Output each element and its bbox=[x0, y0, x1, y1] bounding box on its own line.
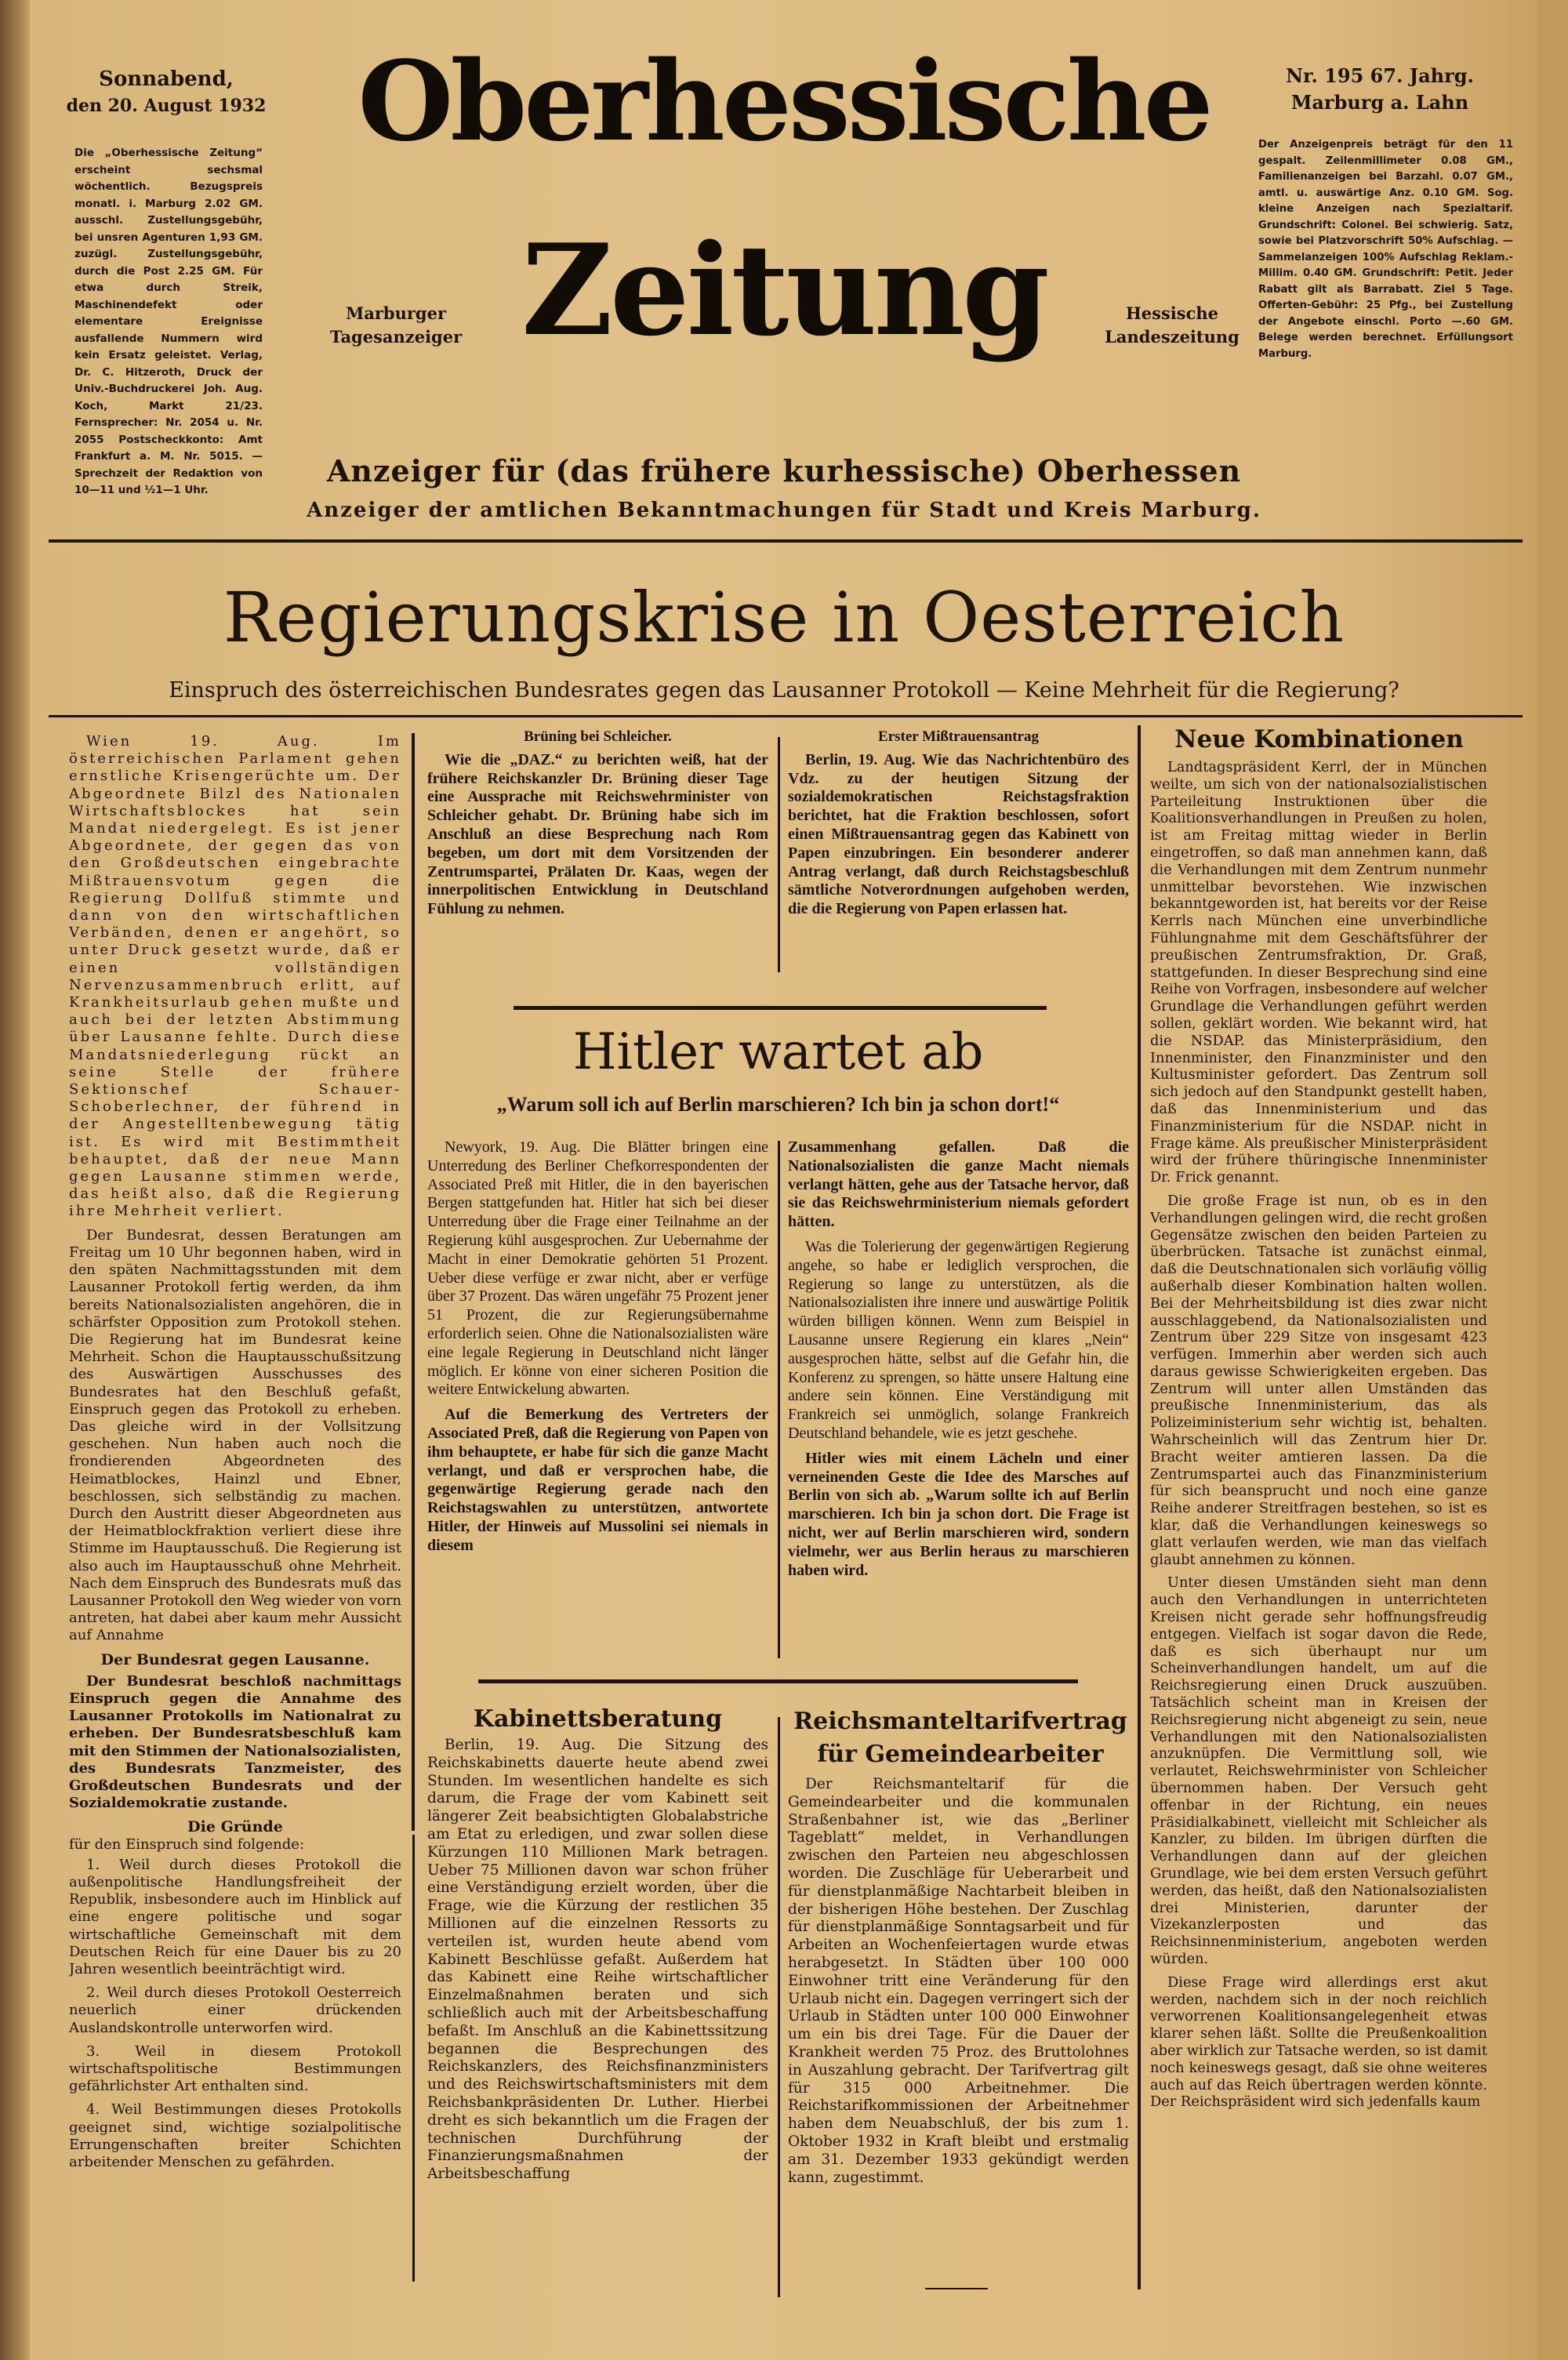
column-rule bbox=[778, 1141, 780, 1658]
paragraph: Newyork, 19. Aug. Die Blätter bringen eine Unterredung des Berliner Chefkorrespondenten der Associated Preß mit Hitler, die in den bayerischen Bergen stattgefunden hat. Hitler hat sich bei dieser Unterredung über die Frage einer Teilnahme an der Regierung kühl ausgesprochen. Zur Uebernahme der Macht in einer Demokratie gehörten 51 Prozent. Ueber diese verfüge er zwar nicht, aber er verfüge über 37 Prozent. Das wären ungefähr 75 Prozent jener 51 Prozent, die zur Regierungsübernahme erforderlich seien. Ohne die Nationalsozialisten wäre eine legale Regierung in Deutschland nicht länger möglich. Er könne von einer sicheren Position die weitere Entwickelung abwarten. bbox=[427, 1138, 768, 1399]
divider bbox=[514, 1006, 1047, 1010]
masthead-left-label bbox=[318, 302, 474, 349]
column-rule bbox=[412, 733, 415, 1831]
issue-number-line: Nr. 195 67. Jahrg. bbox=[1286, 64, 1474, 87]
hitler-headline: Hitler wartet ab bbox=[572, 1023, 984, 1081]
section-heading: Der Bundesrat gegen Lausanne. bbox=[100, 1650, 370, 1668]
paragraph: Der Bundesrat beschloß nachmittags Einspruch gegen die Annahme des Lausanner Protokolls im Nationalrat zu erheben. Der Bundesratsbeschluß kam mit den Stimmen der Nationalsozialisten, des Bundesrats Tanzmeister, des Großdeutschen Bundesrats und der Sozialdemokratie zustande. bbox=[69, 1672, 401, 1812]
list-item: 1. Weil durch dieses Protokoll die außenpolitische Handlungsfreiheit der Republik, insbesondere auch im Hinblick auf eine engere politische und sogar wirtschaftliche Gemeinschaft mit dem Deutschen Reich für eine Dauer bis zu 20 Jahren wesentlich beeinträchtigt wird. bbox=[69, 1856, 401, 1978]
issue-number bbox=[1247, 63, 1513, 116]
list-item: 2. Weil durch dieses Protokoll Oesterreich neuerlich einer drückenden Auslandskontrolle unterworfen wird. bbox=[69, 1984, 401, 2036]
label-line: Hessische bbox=[1125, 303, 1219, 323]
tarif-heading: Reichsmanteltarifvertrag für Gemeindearbeiter bbox=[793, 1708, 1127, 1768]
list-item: 3. Weil in diesem Protokoll wirtschaftspolitische Bestimmungen gefährlichster Art enthalten sind. bbox=[69, 2042, 401, 2095]
divider bbox=[49, 539, 1523, 543]
label-line: Marburger bbox=[345, 303, 447, 323]
lead-article bbox=[69, 733, 401, 2301]
divider bbox=[478, 1679, 1078, 1683]
hitler-article-col1 bbox=[427, 1138, 768, 1672]
masthead-title-line1: Oberhessische bbox=[358, 38, 1210, 166]
paragraph: Wien 19. Aug. Im österreichischen Parlament gehen ernstliche Krisengerüchte um. Der Abgeordnete Bilzl des Nationalen Wirtschaftsblockes hat sein Mandat niedergelegt. Es ist jener Abgeordnete, der gegen das von den Großdeutschen eingebrachte Mißtrauensvotum gegen die Regierung Dollfuß stimmte und dann von den wirtschaftlichen Verbänden, denen er angehört, so unter Druck gesetzt wurde, daß er einen vollständigen Nervenzusammenbruch erlitt, auf Krankheitsurlaub gehen mußte und auch bei der letzten Abstimmung über Lausanne fehlte. Durch diese Mandatsniederlegung rückt an seine Stelle der frühere Sektionschef Schauer-Schoberlechner, der führend in der Angestelltenbewegung tätig ist. Es wird mit Bestimmtheit behauptet, daß der neue Mann gegen Lausanne stimmen werde, das heißt also, daß die Regierung ihre Mehrheit verliert. bbox=[69, 733, 401, 1220]
weekday: Sonnabend, bbox=[99, 67, 234, 91]
paragraph: Der Reichsmanteltarif für die Gemeindearbeiter und die kommunalen Straßenbahner ist, wie das „Berliner Tageblatt“ meldet, in Verhandlungen zwischen den Parteien neu abgeschlossen worden. Die Zuschläge für Ueberarbeit und für dienstplanmäßige Nachtarbeit bleiben in der bisherigen Höhe bestehen. Der Zuschlag für dienstplanmäßige Sonntagsarbeit und für Arbeiten an Wochenfeiertagen wurde etwas herabgesetzt. In Städten über 100 000 Einwohner tritt eine Veränderung für den Urlaub nicht ein. Dagegen verringert sich der Urlaub in Städten unter 100 000 Einwohner um ein bis drei Tage. Für die Dauer der Krankheit werden 75 Proz. des Bruttolohnes in Auszahlung gebracht. Der Tarifvertrag gilt für 315 000 Arbeitnehmer. Die Reichstarifkommissionen der Arbeitnehmer haben dem Neuabschluß, der bis zum 1. Oktober 1932 in Kraft bleibt und erstmalig am 31. Dezember 1933 gekündigt werden kann, zugestimmt. bbox=[788, 1776, 1129, 2186]
section-heading: Die Gründe bbox=[187, 1818, 283, 1836]
article-heading: Erster Mißtrauensantrag bbox=[878, 728, 1039, 745]
article-reichsmanteltarif bbox=[788, 1776, 1129, 2278]
paragraph: für den Einspruch sind folgende: bbox=[69, 1835, 305, 1853]
subscription-info: Die „Oberhessische Zeitung“ erscheint sechsmal wöchentlich. Bezugspreis monatl. i. Marburg 2.02 GM. ausschl. Zustellungsgebühr, bei unsren Agenturen 1,93 GM. zuzügl. Zustellungsgebühr, durch die Post 2.25 GM. Für etwa durch Streik, Maschinendefekt oder elementare Ereignisse ausfallende Nummern wird kein Ersatz geleistet. Verlag, Dr. C. Hitzeroth, Druck der Univ.-Buchdruckerei Joh. Aug. Koch, Markt 21/23. Fernsprecher: Nr. 2054 u. Nr. 2055 Postscheckkonto: Amt Frankfurt a. M. Nr. 5015. — Sprechzeit der Redaktion von 10—11 und ½1—1 Uhr. bbox=[74, 147, 263, 496]
masthead-right-label bbox=[1094, 302, 1250, 349]
column-rule bbox=[778, 737, 780, 972]
masthead-subtitle: Anzeiger für (das frühere kurhessische) Oberhessen bbox=[326, 453, 1242, 488]
label-line: Tagesanzeiger bbox=[329, 327, 463, 347]
main-subhead: Einspruch des österreichischen Bundesrates gegen das Lausanner Protokoll — Keine Mehrheit für die Regierung? bbox=[169, 678, 1399, 703]
paragraph: Zusammenhang gefallen. Daß die Nationalsozialisten die ganze Macht niemals verlangt hätten, gehe aus der Tatsache hervor, daß sie das Reichswehrministerium niemals gefordert hätten. bbox=[788, 1138, 1129, 1231]
article-neue-kombinationen bbox=[1150, 759, 1487, 2307]
article-heading: Brüning bei Schleicher. bbox=[524, 728, 672, 745]
paragraph: Diese Frage wird allerdings erst akut werden, nachdem sich in der noch reichlich verworrenen Koalitionsangelegenheit etwas klarer sehen läßt. Sollte die Preußenkoalition aber wirklich zur Tatsache werden, so ist damit noch keineswegs gesagt, daß sie ohne weiteres auch auf das Reich übertragen werden könnte. Der Reichspräsident wird sich jedenfalls kaum bbox=[1150, 1973, 1487, 2111]
paragraph: Auf die Bemerkung des Vertreters der Associated Preß, daß die Regierung von Papen von ihm behauptete, er habe für sich die ganze Macht verlangt, und daß er versprochen habe, die gegenwärtige Regierung gerade nach den Reichstagswahlen zu unterstützen, antwortete Hitler, der Hinweis auf Mussolini sei niemals in diesem bbox=[427, 1406, 768, 1554]
article-kabinettsberatung bbox=[427, 1737, 768, 2301]
advertising-rates: Der Anzeigenpreis beträgt für den 11 gespalt. Zeilenmillimeter 0.08 GM., Familienanzeigen bei Barzahl. 0.07 GM., amtl. u. auswärtige Anz. 0.10 GM. Sog. kleine Anzeigen nach Spezialtarif. Grundschrift: Colonel. Bei schwierig. Satz, sowie bei Platzvorschrift 50% Aufschlag. — Sammelanzeigen 100% Aufschlag Reklam.-Millim. 0.40 GM. Grundschrift: Petit. Jeder Rabatt gilt als Barrabatt. Ziel 5 Tage. Offerten-Gebühr: 25 Pfg., bei Zustellung der Angebote einschl. Porto —.60 GM. Belege werden berechnet. Erfüllungsort Marburg. bbox=[1258, 139, 1513, 360]
paragraph: Berlin, 19. Aug. Die Sitzung des Reichskabinetts dauerte heute abend zwei Stunden. Im wesentlichen handelte es sich darum, die Frage der vom Kabinett seit längerer Zeit beabsichtigten Globalabstriche am Etat zu erledigen, und zwar sollen diese Kürzungen 110 Millionen Mark betragen. Ueber 75 Millionen davon war schon früher eine Verständigung erzielt worden, über die Frage, wie die Kürzung der restlichen 35 Millionen auf die einzelnen Ressorts zu verteilen ist, wurden heute abend vom Kabinett Beschlüsse gefaßt. Außerdem hat das Kabinett eine Reihe wirtschaftlicher Einzelmaßnahmen beraten und sich schließlich auch mit der Arbeitsbeschaffung befaßt. Im Anschluß an die Kabinettssitzung begannen die Besprechungen des Reichskanzlers, des Reichsfinanzministers und des Reichswirtschaftsministers mit dem Reichsbankpräsidenten Dr. Luther. Hierbei dreht es sich bekanntlich um die Fragen der technischen Durchführung der Finanzierungsmaßnahmen der Arbeitsbeschaffung bbox=[427, 1737, 768, 2183]
main-headline: Regierungskrise in Oesterreich bbox=[223, 577, 1345, 658]
paragraph: Wie die „DAZ.“ zu berichten weiß, hat der frühere Reichskanzler Dr. Brüning dieser Tage eine Aussprache mit Reichswehrminister von Schleicher gehabt. Dr. Brüning habe sich im Anschluß an diese Besprechung nach Rom begeben, um dort mit dem Vorsitzenden der Zentrumspartei, Prälaten Dr. Kaas, wegen der innerpolitischen Entwicklung in Deutschland Fühlung zu nehmen. bbox=[427, 750, 768, 918]
adjacent-page-edge bbox=[0, 0, 30, 2360]
paragraph: Die große Frage ist nun, ob es in den Verhandlungen gelingen wird, die recht großen Gegensätze zwischen den beiden Parteien zu überbrücken. Tatsache ist zunächst einmal, daß die Deutschnationalen sich vorläufig völlig außerhalb dieser Kombination halten wollen. Bei der Mehrheitsbildung ist dies zwar nicht ausschlaggebend, da Nationalsozialisten und Zentrum über 229 Sitze von insgesamt 423 verfügen. Immerhin aber werden sich auch daraus gewisse Schwierigkeiten ergeben. Das Zentrum will unter allen Umständen das preußische Innenministerium, das als Polizeiministerium sehr wichtig ist, behalten. Wahrscheinlich will das Zentrum hier Dr. Bracht weiter amtieren lassen. Da die Zentrumspartei auch das Finanzministerium für sich beansprucht und noch eine ganze Reihe anderer Streitfragen bestehen, so ist es klar, daß die Verhandlungen keineswegs so glatt verlaufen werden, wie man das vielfach glaubt annehmen zu können. bbox=[1150, 1192, 1487, 1568]
paragraph: Hitler wies mit einem Lächeln und einer verneinenden Geste die Idee des Marsches auf Berlin von sich ab. „Warum sollte ich auf Berlin marschieren. Ich bin ja schon dort. Die Frage ist nicht, wer auf Berlin marschieren wird, sondern vielmehr, wer aus Berlin heraus zu marschieren haben wird. bbox=[788, 1449, 1129, 1579]
column-rule bbox=[412, 1835, 415, 2282]
hitler-subhead: „Warum soll ich auf Berlin marschieren? Ich bin ja schon dort!“ bbox=[496, 1093, 1060, 1116]
column-rule bbox=[1138, 725, 1141, 2289]
place-line: Marburg a. Lahn bbox=[1290, 91, 1469, 114]
masthead-subtitle-2: Anzeiger der amtlichen Bekanntmachungen für Stadt und Kreis Marburg. bbox=[307, 499, 1261, 522]
paragraph: Der Bundesrat, dessen Beratungen am Freitag um 10 Uhr begonnen haben, wird in den späten Nachmittagsstunden mit dem Lausanner Protokoll fertig werden, da ihm bereits Nationalsozialisten angehören, die in schärfster Opposition zum Protokoll stehen. Die Regierung hat im Bundesrat keine Mehrheit. Schon die Hauptausschußsitzung des Auswärtigen Ausschusses des Bundesrates hat den Beschluß gefaßt, Einspruch gegen das Protokoll zu erheben. Das gleiche wird in der Vollsitzung geschehen. Nun haben auch noch die frondierenden Abgeordneten des Heimatblockes, Hainzl und Ebner, beschlossen, sich selbständig zu machen. Durch den Austritt dieser Abgeordneten aus der Heimatblockfraktion verliert diese ihre Stimme im Hauptausschuß. Die Regierung ist also auch im Hauptausschuß ohne Mehrheit. Nach dem Einspruch des Bundesrats muß das Lausanner Protokoll den Weg wieder von vorn antreten, hat dabei aber kaum mehr Aussicht auf Annahme bbox=[69, 1226, 401, 1644]
article-bruening bbox=[427, 728, 768, 1002]
masthead-title-line2: Zeitung bbox=[521, 216, 1047, 364]
kabinett-heading: Kabinettsberatung bbox=[473, 1705, 723, 1733]
list-item: 4. Weil Bestimmungen dieses Protokolls geeignet sind, wichtige sozialpolitische Errungenschaften breiter Schichten arbeitender Menschen zu gefährden. bbox=[69, 2101, 401, 2171]
paragraph: Berlin, 19. Aug. Wie das Nachrichtenbüro des Vdz. zu der heutigen Sitzung der sozialdemokratischen Reichstagsfraktion berichtet, hat die Fraktion beschlossen, sofort einen Mißtrauensantrag gegen das Kabinett von Papen einzubringen. Ein besonderer anderer Antrag verlangt, daß durch Reichstagsbeschluß sämtliche Notverordnungen aufgehoben werden, die die Regierung von Papen erlassen hat. bbox=[788, 750, 1129, 918]
date: den 20. August 1932 bbox=[66, 96, 267, 116]
divider bbox=[925, 2288, 988, 2289]
label-line: Landeszeitung bbox=[1105, 327, 1240, 347]
divider bbox=[49, 715, 1523, 717]
article-misstrauensantrag bbox=[788, 728, 1129, 1002]
hitler-article-col2 bbox=[788, 1138, 1129, 1672]
issue-date bbox=[49, 66, 284, 119]
paragraph: Unter diesen Umständen sieht man denn auch den Verhandlungen in unterrichteten Kreisen nicht gerade sehr hoffnungsfreudig entgegen. Vielfach ist sogar davon die Rede, daß es sich überhaupt nur um Scheinverhandlungen handelt, um auf die Reichsregierung einen Druck auszuüben. Tatsächlich scheint man in Kreisen der Reichsregierung nicht abgeneigt zu sein, neue Verhandlungen mit den Nationalsozialisten anzuknüpfen. Die Vermittlung soll, wie verlautet, Reichswehrminister von Schleicher übernommen haben. Der Versuch geht offenbar in der Richtung, ein neues Präsidialkabinett, vielleicht mit Schleicher als Kanzler, zu bilden. Im übrigen dürften die Verhandlungen dann auf der gleichen Grundlage, wie bei dem ersten Versuch geführt werden, das heißt, daß den Nationalsozialisten drei Ministerien, darunter der Vizekanzlerposten und das Reichsinnenministerium, angeboten werden würden. bbox=[1150, 1574, 1487, 1967]
paragraph: Landtagspräsident Kerrl, der in München weilte, um sich von der nationalsozialistischen Parteileitung Instruktionen über die Koalitionsverhandlungen in Preußen zu holen, ist am Freitag mittag wieder in Berlin eingetroffen, so daß man annehmen kann, daß die Verhandlungen mit dem Zentrum nunmehr unmittelbar bevorstehen. Wie inzwischen bekanntgeworden ist, hat bereits vor der Reise Kerrls nach München eine unverbindliche Fühlungnahme mit dem Geschäftsführer der preußischen Zentrumsfraktion, Dr. Graß, stattgefunden. In dieser Besprechung sind eine Reihe von Vorfragen, insbesondere auf welcher Grundlage die Verhandlungen geführt werden sollen, geklärt worden. Wie bekannt wird, hat die NSDAP. das Ministerpräsidium, den Innenminister, den Finanzminister und den Kultusminister gefordert. Das Zentrum soll sich jedoch auf den Standpunkt gestellt haben, daß das Innenministerium und das Finanzministerium für die NSDAP. nicht in Frage käme. Als preußischer Ministerpräsident wird der frühere thüringische Innenminister Dr. Frick genannt. bbox=[1150, 759, 1487, 1186]
column-rule bbox=[778, 1717, 780, 2297]
paragraph: Was die Tolerierung der gegenwärtigen Regierung angehe, so habe er lediglich versprochen, die Regierung so lange zu unterstützen, als die Nationalsozialisten ihre innere und auswärtige Politik würden billigen können. Wenn zum Beispiel in Lausanne unsere Regierung ein klares „Nein“ ausgesprochen hätte, selbst auf die Gefahr hin, die Konferenz zu sprengen, so hätte unsere Haltung eine andere sein können. Eine Verständigung mit Frankreich sei unmöglich, solange Frankreich Deutschland behandele, wie es jetzt geschehe. bbox=[788, 1237, 1129, 1442]
kombinationen-heading: Neue Kombinationen bbox=[1174, 725, 1464, 753]
page-margin bbox=[1537, 0, 1568, 2360]
